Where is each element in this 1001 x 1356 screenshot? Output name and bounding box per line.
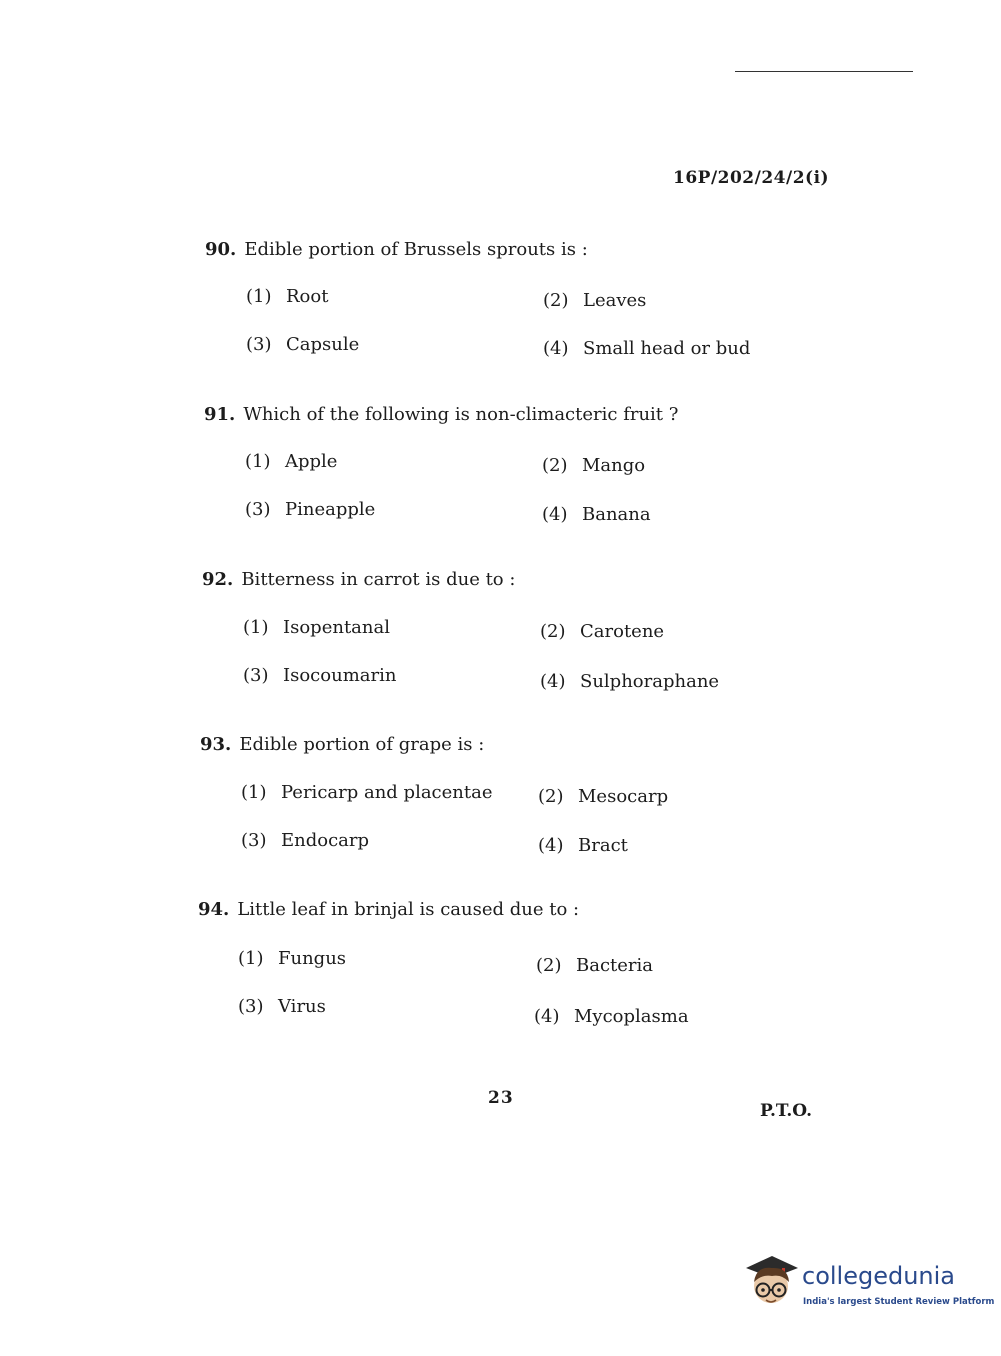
question-text: Which of the following is non-climacteric fruit ? xyxy=(243,404,679,425)
option-90-2: (2) Leaves xyxy=(543,290,647,311)
option-91-3: (3) Pineapple xyxy=(245,499,376,520)
question-text: Edible portion of grape is : xyxy=(239,734,485,755)
question-93 xyxy=(200,734,484,755)
mascot-icon xyxy=(742,1250,800,1310)
option-94-4: (4) Mycoplasma xyxy=(534,1006,689,1027)
collegedunia-logo xyxy=(742,1250,995,1320)
brand-tagline: India's largest Student Review Platform xyxy=(803,1297,995,1307)
option-92-2: (2) Carotene xyxy=(540,621,665,642)
option-94-2: (2) Bacteria xyxy=(536,955,654,976)
option-90-4: (4) Small head or bud xyxy=(543,338,751,359)
option-93-1: (1) Pericarp and placentae xyxy=(241,782,493,803)
question-92 xyxy=(202,569,515,590)
option-90-3: (3) Capsule xyxy=(246,334,360,355)
question-number: 91. xyxy=(204,404,236,425)
question-91 xyxy=(204,404,678,425)
paper-code: 16P/202/24/2(i) xyxy=(673,168,830,188)
question-text: Bitterness in carrot is due to : xyxy=(241,569,516,590)
question-number: 92. xyxy=(202,569,234,590)
question-number: 93. xyxy=(200,734,232,755)
option-94-3: (3) Virus xyxy=(238,996,326,1017)
option-92-1: (1) Isopentanal xyxy=(243,617,390,638)
option-91-4: (4) Banana xyxy=(542,504,651,525)
pto-label: P.T.O. xyxy=(760,1101,812,1121)
question-text: Edible portion of Brussels sprouts is : xyxy=(244,239,588,260)
page-number: 23 xyxy=(488,1088,514,1108)
question-94 xyxy=(198,899,579,920)
question-90 xyxy=(205,239,588,260)
option-91-2: (2) Mango xyxy=(542,455,646,476)
option-92-3: (3) Isocoumarin xyxy=(243,665,397,686)
top-rule xyxy=(735,71,913,72)
option-93-2: (2) Mesocarp xyxy=(538,786,669,807)
brand-name: collegedunia xyxy=(802,1262,956,1290)
option-93-4: (4) Bract xyxy=(538,835,628,856)
option-91-1: (1) Apple xyxy=(245,451,338,472)
question-number: 94. xyxy=(198,899,230,920)
option-92-4: (4) Sulphoraphane xyxy=(540,671,720,692)
option-90-1: (1) Root xyxy=(246,286,329,307)
option-93-3: (3) Endocarp xyxy=(241,830,370,851)
question-text: Little leaf in brinjal is caused due to : xyxy=(237,899,580,920)
question-number: 90. xyxy=(205,239,237,260)
option-94-1: (1) Fungus xyxy=(238,948,347,969)
